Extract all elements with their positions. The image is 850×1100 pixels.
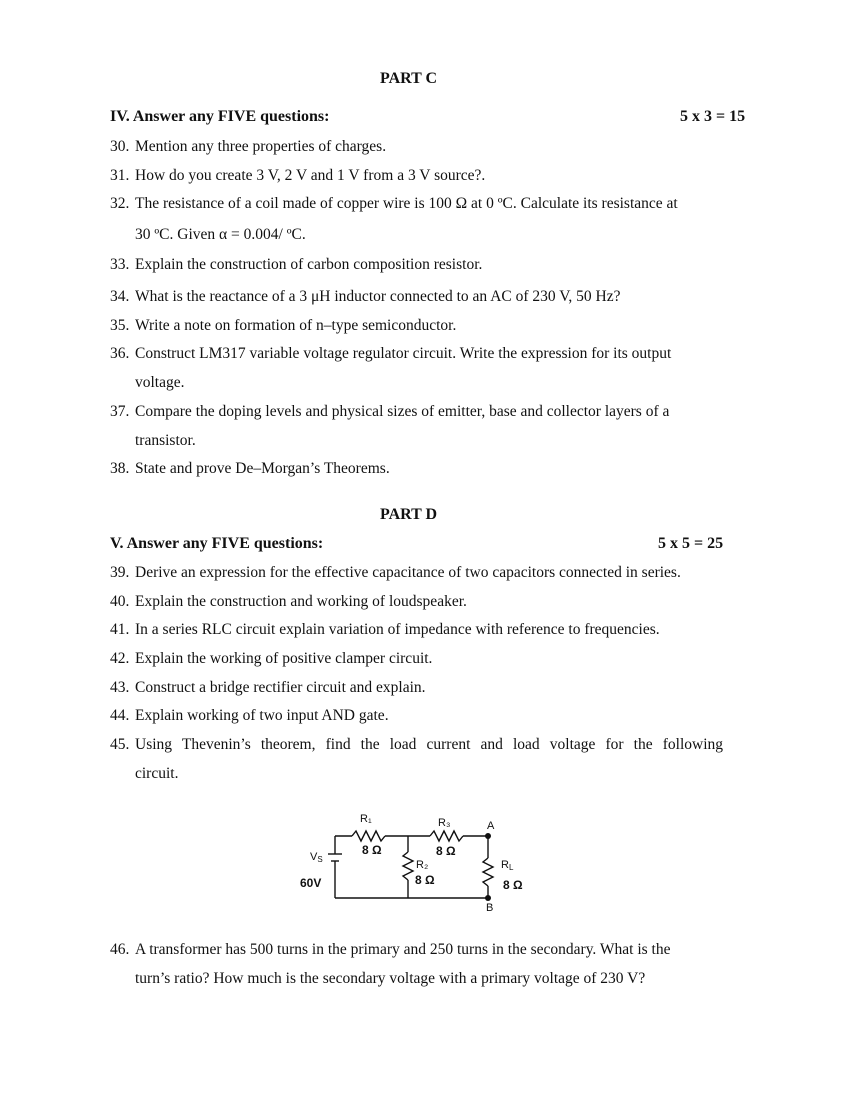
- question-number: 30.: [110, 138, 130, 155]
- resistor-rl: [483, 858, 493, 886]
- question-text-continued: 30 ºC. Given α = 0.004/ ºC.: [135, 226, 306, 243]
- question-text: The resistance of a coil made of copper wire is 100 Ω at 0 ºC. Calculate its resistance at: [135, 195, 678, 212]
- rl-value: 8 Ω: [503, 878, 523, 892]
- node-b-label: B: [486, 902, 494, 914]
- section-iv-heading: IV. Answer any FIVE questions:: [110, 108, 330, 125]
- question-42: [110, 644, 725, 673]
- r2-label: R₂: [416, 859, 429, 871]
- question-text: Explain the construction and working of loudspeaker.: [135, 593, 467, 610]
- r2-value: 8 Ω: [415, 873, 435, 887]
- question-41: [110, 615, 725, 644]
- question-32: [110, 189, 725, 249]
- section-v-marks: 5 x 5 = 25: [658, 535, 724, 552]
- question-text: Explain the construction of carbon composition resistor.: [135, 256, 483, 273]
- question-number: 36.: [110, 345, 130, 362]
- question-number: 38.: [110, 460, 130, 477]
- question-text: In a series RLC circuit explain variation of impedance with reference to frequencies.: [135, 621, 660, 638]
- svg-text:VS: [310, 851, 323, 864]
- question-text: Construct LM317 variable voltage regulator circuit. Write the expression for its output: [135, 345, 672, 362]
- vs-subscript: S: [317, 855, 323, 864]
- svg-text:RL: [501, 859, 514, 872]
- question-31: [110, 161, 725, 190]
- question-number: 37.: [110, 403, 130, 420]
- question-text: Derive an expression for the effective capacitance of two capacitors connected in series.: [135, 564, 681, 581]
- question-30: [110, 132, 725, 161]
- question-39: [110, 558, 725, 587]
- question-number: 31.: [110, 167, 130, 184]
- section-iv-marks: 5 x 3 = 15: [680, 108, 746, 125]
- question-text-continued: transistor.: [135, 432, 196, 449]
- thevenin-circuit-diagram: [290, 808, 540, 918]
- question-number: 32.: [110, 195, 130, 212]
- r1-value: 8 Ω: [362, 843, 382, 857]
- question-number: 46.: [110, 941, 130, 958]
- question-37: [110, 397, 725, 455]
- question-text: Construct a bridge rectifier circuit and explain.: [135, 679, 426, 696]
- question-number: 34.: [110, 288, 130, 305]
- question-text: State and prove De–Morgan’s Theorems.: [135, 460, 390, 477]
- question-text: Mention any three properties of charges.: [135, 138, 387, 155]
- question-text: Write a note on formation of n–type semiconductor.: [135, 317, 457, 334]
- question-text: Using Thevenin’s theorem, find the load current and load voltage for the following: [135, 736, 723, 753]
- question-number: 41.: [110, 621, 130, 638]
- question-text: Compare the doping levels and physical sizes of emitter, base and collector layers of a: [135, 403, 670, 420]
- r1-label: R₁: [360, 813, 372, 825]
- question-number: 45.: [110, 736, 130, 753]
- question-43: [110, 673, 725, 702]
- question-38: [110, 454, 725, 483]
- node-b-dot: [485, 895, 491, 901]
- question-text: How do you create 3 V, 2 V and 1 V from a 3 V source?.: [135, 167, 486, 184]
- question-text: Explain the working of positive clamper circuit.: [135, 650, 433, 667]
- question-number: 35.: [110, 317, 130, 334]
- question-text: A transformer has 500 turns in the primary and 250 turns in the secondary. What is the: [135, 941, 671, 958]
- part-c-title: PART C: [380, 70, 438, 87]
- vs-label: V: [310, 851, 318, 863]
- question-40: [110, 587, 725, 616]
- rl-label: R: [501, 859, 509, 871]
- r3-value: 8 Ω: [436, 844, 456, 858]
- question-33: [110, 250, 725, 279]
- question-text: Explain working of two input AND gate.: [135, 707, 389, 724]
- r3-label: R₃: [438, 817, 451, 829]
- vs-value: 60V: [300, 876, 322, 890]
- question-number: 33.: [110, 256, 130, 273]
- part-d-title: PART D: [380, 506, 438, 523]
- question-46: [110, 935, 725, 993]
- node-a-label: A: [487, 820, 495, 832]
- question-text-continued: turn’s ratio? How much is the secondary voltage with a primary voltage of 230 V?: [135, 970, 646, 987]
- question-text: What is the reactance of a 3 μH inductor connected to an AC of 230 V, 50 Hz?: [135, 288, 621, 305]
- rl-subscript: L: [508, 863, 514, 872]
- question-text-continued: voltage.: [135, 374, 185, 391]
- question-number: 43.: [110, 679, 130, 696]
- question-34: [110, 282, 725, 311]
- question-number: 39.: [110, 564, 130, 581]
- question-36: [110, 339, 725, 397]
- question-number: 44.: [110, 707, 130, 724]
- resistor-r1: [352, 831, 385, 841]
- question-45: [110, 730, 725, 788]
- question-number: 42.: [110, 650, 130, 667]
- resistor-r2: [403, 852, 413, 880]
- question-text-continued: circuit.: [135, 765, 179, 782]
- resistor-r3: [430, 831, 463, 841]
- section-v-heading: V. Answer any FIVE questions:: [110, 535, 324, 552]
- question-35: [110, 311, 725, 340]
- node-a-dot: [485, 833, 491, 839]
- question-44: [110, 701, 725, 730]
- question-number: 40.: [110, 593, 130, 610]
